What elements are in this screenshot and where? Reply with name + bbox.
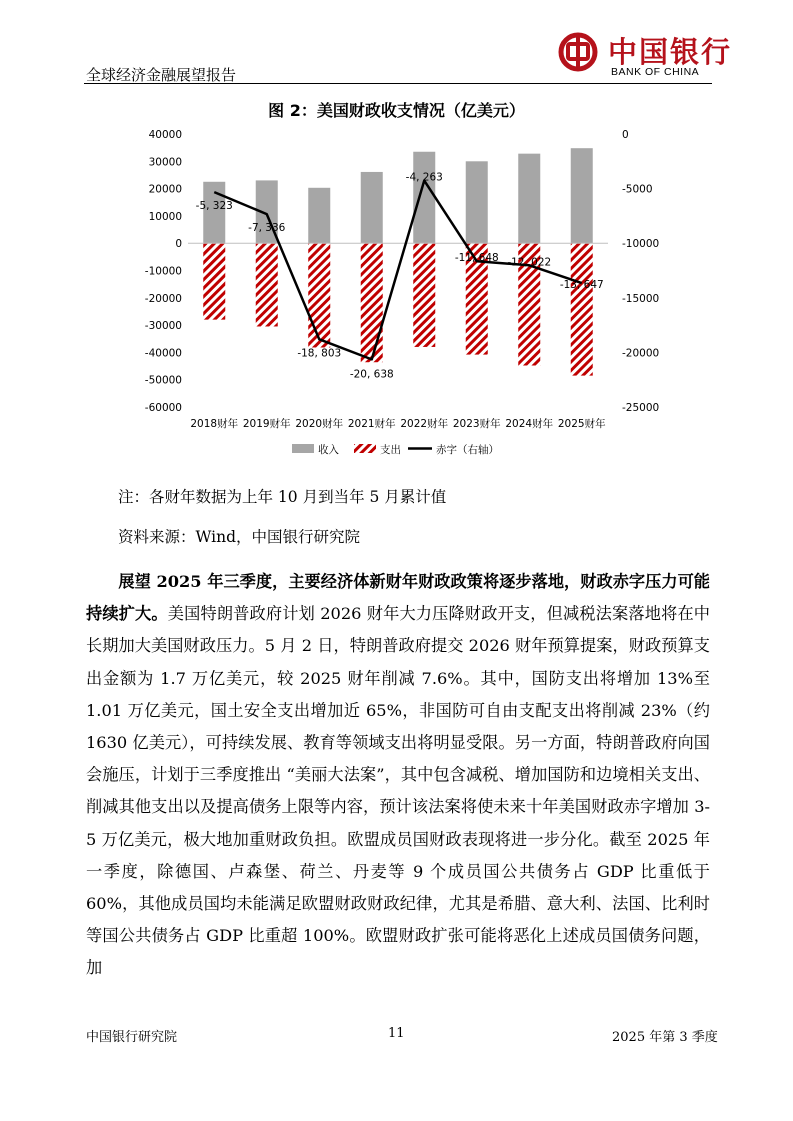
right-axis-tick-label: -10000 [622, 238, 660, 251]
logo-english-name: BANK OF CHINA [611, 66, 700, 78]
body-paragraph [86, 566, 710, 985]
left-axis-tick-label: 0 [175, 238, 182, 251]
left-axis-tick-label: -40000 [144, 347, 182, 360]
paragraph-text: 美国特朗普政府计划 2026 财年大力压降财政开支，但减税法案落地将在中长期加大美国财政压力。5 月 2 日，特朗普政府提交 2026 财年预算提案，财政预算支出金额为 1.7 万亿美元，较 2025 财年削减 7.6%。其中，国防支出将增加 13%至 1.01 万亿美元，国土安全支出增加近 65%，非国防可自由支配支出将削减 23%（约 1630 亿美元），可持续发展、教育等领域支出将明显受限。另一方面，特朗普政府向国会施压，计划于三季度推出 “美丽大法案”，其中包含减税、增加国防和边境相关支出、削减其他支出以及提高债务上限等内容，预计该法案将使未来十年美国财政赤字增加 3-5 万亿美元，极大地加重财政负担。欧盟成员国财政表现将进一步分化。截至 2025 年一季度，除德国、卢森堡、荷兰、丹麦等 9 个成员国公共债务占 GDP 比重低于 60%，其他成员国均未能满足欧盟财政财政纪律，尤其是希腊、意大利、法国、比利时等国公共债务占 GDP 比重超 100%。欧盟财政扩张可能将恶化上述成员国债务问题，加 [86, 604, 710, 978]
header-divider [84, 83, 712, 84]
expenditure-bar [361, 243, 383, 362]
footer-quarter: 2025 年第 3 季度 [612, 1030, 718, 1045]
income-bar [203, 182, 225, 243]
legend-expenditure-label: 支出 [380, 444, 401, 456]
right-axis-tick-label: -20000 [622, 347, 660, 360]
left-axis-tick-label: -50000 [144, 374, 182, 387]
fiscal-balance-chart [130, 122, 670, 467]
right-axis-tick-label: -5000 [622, 183, 653, 196]
category-label: 2020财年 [295, 418, 344, 430]
right-axis-tick-label: 0 [622, 129, 629, 141]
left-axis-tick-label: -10000 [144, 265, 182, 278]
expenditure-bar [203, 243, 225, 319]
expenditure-bar [308, 243, 330, 347]
category-label: 2025财年 [557, 418, 606, 430]
deficit-data-label: -7, 336 [248, 222, 286, 235]
category-label: 2024财年 [505, 418, 554, 430]
deficit-data-label: -20, 638 [349, 368, 394, 381]
category-label: 2023财年 [452, 418, 501, 430]
bank-logo [558, 30, 733, 80]
left-axis-tick-label: 20000 [148, 183, 182, 196]
right-axis-tick-label: -25000 [622, 402, 660, 414]
income-bar [466, 161, 488, 243]
category-label: 2021财年 [347, 418, 396, 430]
logo-chinese-name: 中国银行 [608, 35, 733, 69]
expenditure-bar [256, 243, 278, 326]
deficit-data-label: -11, 648 [454, 252, 499, 265]
footer-institute: 中国银行研究院 [86, 1030, 178, 1045]
legend-expenditure-swatch [354, 444, 376, 453]
left-axis-tick-label: -30000 [144, 320, 182, 333]
right-axis-tick-label: -15000 [622, 292, 660, 305]
deficit-data-label: -12, 022 [507, 256, 552, 269]
legend-income-swatch [292, 444, 314, 453]
expenditure-bar [571, 243, 593, 375]
deficit-data-label: -5, 323 [195, 200, 233, 213]
category-label: 2018财年 [190, 418, 239, 430]
income-bar [361, 172, 383, 243]
expenditure-bar [413, 243, 435, 347]
left-axis-tick-label: 10000 [148, 210, 182, 223]
figure-caption: 图 2：美国财政收支情况（亿美元） [268, 101, 525, 120]
legend-deficit-label: 赤字（右轴） [436, 444, 499, 456]
deficit-data-label: -13, 647 [559, 279, 604, 292]
deficit-data-label: -18, 803 [297, 347, 342, 360]
income-bar [413, 152, 435, 243]
legend-income-label: 收入 [318, 444, 339, 456]
left-axis-tick-label: -20000 [144, 292, 182, 305]
deficit-data-label: -4, 263 [405, 171, 443, 184]
chart-source: 资料来源：Wind，中国银行研究院 [118, 528, 361, 546]
left-axis-tick-label: 40000 [148, 129, 182, 141]
category-label: 2022财年 [400, 418, 449, 430]
left-axis-tick-label: 30000 [148, 156, 182, 169]
income-bar [571, 148, 593, 243]
category-label: 2019财年 [242, 418, 291, 430]
bank-of-china-logo-icon [558, 32, 598, 72]
page-number: 11 [388, 1026, 405, 1041]
income-bar [308, 188, 330, 243]
left-axis-tick-label: -60000 [144, 402, 182, 414]
report-title: 全球经济金融展望报告 [86, 66, 237, 84]
paragraph-lead: 展望 2025 年三季度，主要经济体新财年财政政策将逐步落地，财政赤字压力可能持续扩大。 [86, 572, 710, 624]
income-bar [518, 154, 540, 244]
chart-note: 注：各财年数据为上年 10 月到当年 5 月累计值 [118, 488, 447, 506]
